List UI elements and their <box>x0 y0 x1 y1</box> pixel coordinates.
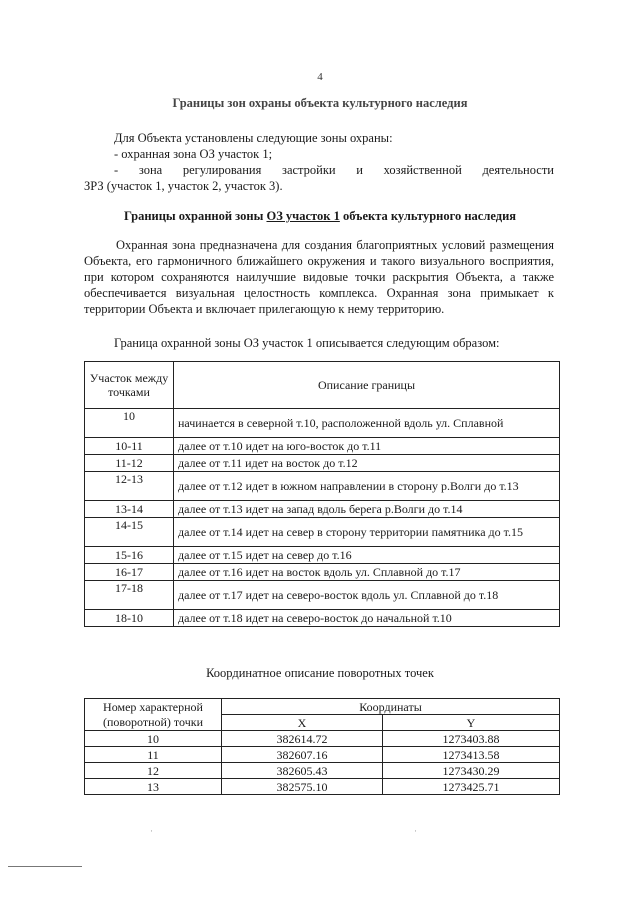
y-cell: 1273413.58 <box>382 747 559 763</box>
segment-cell: 17-18 <box>85 581 174 610</box>
table-row <box>85 472 560 501</box>
segment-cell: 15-16 <box>85 547 174 564</box>
description-cell: далее от т.13 идет на запад вдоль берега р.Волги до т.14 <box>174 501 560 518</box>
subsection-heading <box>0 209 640 224</box>
section-heading: Границы зон охраны объекта культурного наследия <box>172 96 468 110</box>
description-cell: начинается в северной т.10, расположенной вдоль ул. Сплавной <box>174 409 560 438</box>
table-row <box>85 610 560 627</box>
segment-cell: 18-10 <box>85 610 174 627</box>
segment-cell: 11-12 <box>85 455 174 472</box>
segment-cell: 13-14 <box>85 501 174 518</box>
point-cell: 10 <box>85 731 222 747</box>
x-cell: 382575.10 <box>222 779 383 795</box>
coordinates-table <box>84 698 560 795</box>
table-row <box>85 501 560 518</box>
header-y: Y <box>382 715 559 731</box>
segment-cell: 14-15 <box>85 518 174 547</box>
subsection-heading-end: объекта культурного наследия <box>339 209 517 223</box>
y-cell: 1273403.88 <box>382 731 559 747</box>
description-cell: далее от т.15 идет на север до т.16 <box>174 547 560 564</box>
intro-line-3: - зона регулирования застройки и хозяйственной деятельности <box>114 163 554 177</box>
description-cell: далее от т.14 идет на север в сторону территории памятника до т.15 <box>174 518 560 547</box>
description-cell: далее от т.16 идет на восток вдоль ул. Сплавной до т.17 <box>174 564 560 581</box>
intro-line-2: - охранная зона ОЗ участок 1; <box>114 147 273 161</box>
x-cell: 382607.16 <box>222 747 383 763</box>
paragraph-boundary-intro: Граница охранной зоны ОЗ участок 1 описывается следующим образом: <box>114 336 500 350</box>
segment-cell: 10-11 <box>85 438 174 455</box>
scan-artifact: · <box>150 826 153 836</box>
y-cell: 1273430.29 <box>382 763 559 779</box>
coords-caption: Координатное описание поворотных точек <box>206 666 434 680</box>
x-cell: 382605.43 <box>222 763 383 779</box>
table-header-row <box>85 362 560 409</box>
page-number: 4 <box>317 71 323 83</box>
point-cell: 11 <box>85 747 222 763</box>
intro-line-4: ЗРЗ (участок 1, участок 2, участок 3). <box>84 179 283 193</box>
description-cell: далее от т.18 идет на северо-восток до начальной т.10 <box>174 610 560 627</box>
table-row <box>85 518 560 547</box>
coords-header-row <box>85 699 560 715</box>
paragraph-zone-purpose: Охранная зона предназначена для создания благоприятных условий размещения Объекта, его гармоничного ближайшего окружения и такого визуального восприятия, при котором сохраняются наилучшие видовые точки раскрытия Объекта, а также обеспечивается визуальная целостность комплекса. Охранная зона примыкает к территории Объекта и включает прилегающую к нему территорию. <box>84 238 554 316</box>
table-row <box>85 564 560 581</box>
subsection-heading-zone: ОЗ участок 1 <box>266 209 340 223</box>
description-cell: далее от т.12 идет в южном направлении в сторону р.Волги до т.13 <box>174 472 560 501</box>
table-row <box>85 763 560 779</box>
description-cell: далее от т.10 идет на юго-восток до т.11 <box>174 438 560 455</box>
x-cell: 382614.72 <box>222 731 383 747</box>
description-cell: далее от т.17 идет на северо-восток вдоль ул. Сплавной до т.18 <box>174 581 560 610</box>
table-row <box>85 747 560 763</box>
boundary-table <box>84 361 560 627</box>
table-row <box>85 438 560 455</box>
header-point-number: Номер характерной (поворотной) точки <box>85 699 222 731</box>
table-row <box>85 547 560 564</box>
subsection-heading-start: Границы охранной зоны <box>123 209 267 223</box>
table-row <box>85 455 560 472</box>
point-cell: 13 <box>85 779 222 795</box>
intro-line-1: Для Объекта установлены следующие зоны охраны: <box>114 131 393 145</box>
header-description: Описание границы <box>174 362 560 409</box>
scan-artifact: · <box>414 826 417 836</box>
y-cell: 1273425.71 <box>382 779 559 795</box>
point-cell: 12 <box>85 763 222 779</box>
header-segment: Участок между точками <box>85 362 174 409</box>
header-coordinates: Координаты <box>222 699 560 715</box>
description-cell: далее от т.11 идет на восток до т.12 <box>174 455 560 472</box>
scan-line-artifact <box>8 866 82 867</box>
header-x: X <box>222 715 383 731</box>
table-row <box>85 731 560 747</box>
segment-cell: 12-13 <box>85 472 174 501</box>
table-row <box>85 409 560 438</box>
table-row <box>85 779 560 795</box>
segment-cell: 10 <box>85 409 174 438</box>
segment-cell: 16-17 <box>85 564 174 581</box>
table-row <box>85 581 560 610</box>
